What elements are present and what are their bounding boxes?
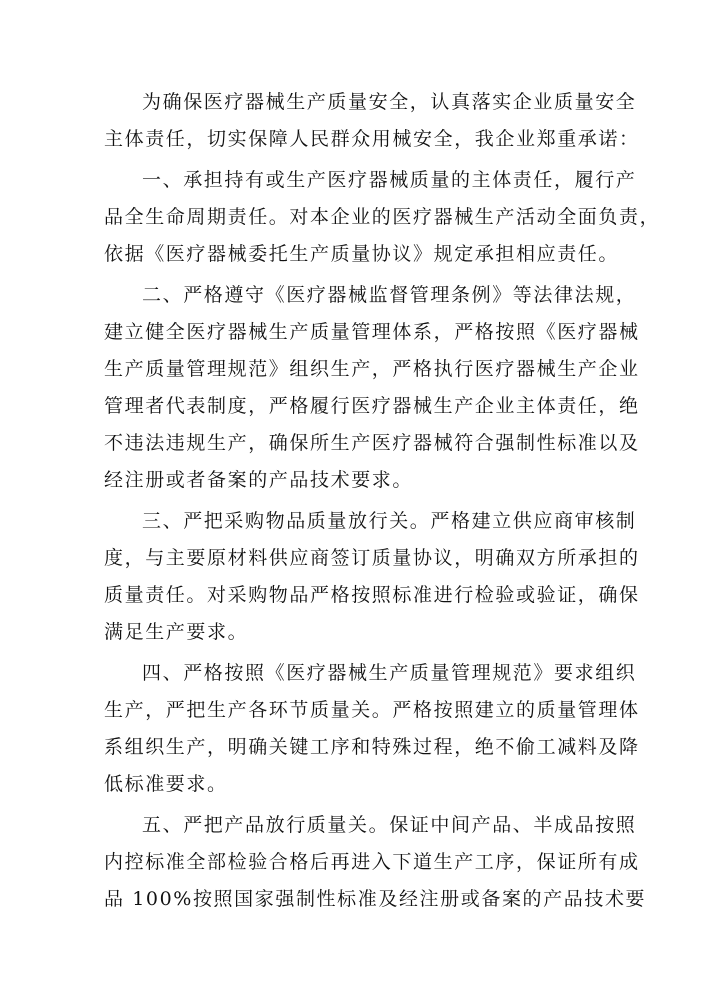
text-line: 低标准要求。 bbox=[104, 773, 228, 795]
paragraph-commitment-2 bbox=[104, 277, 640, 499]
paragraph-commitment-3 bbox=[104, 503, 640, 651]
paragraph-commitment-5 bbox=[104, 807, 647, 918]
text-line: 质量责任。对采购物品严格按照标准进行检验或验证，确保 bbox=[104, 584, 640, 606]
text-line: 依据《医疗器械委托生产质量协议》规定承担相应责任。 bbox=[104, 243, 620, 265]
text-line: 内控标准全部检验合格后再进入下道生产工序，保证所有成 bbox=[104, 851, 640, 873]
text-line: 四、严格按照《医疗器械生产质量管理规范》要求组织 bbox=[142, 662, 637, 684]
text-line: 二、严格遵守《医疗器械监督管理条例》等法律法规， bbox=[142, 284, 637, 306]
text-line: 为确保医疗器械生产质量安全，认真落实企业质量安全 bbox=[142, 91, 637, 113]
text-line: 三、严把采购物品质量放行关。严格建立供应商审核制 bbox=[142, 510, 637, 532]
text-line: 满足生产要求。 bbox=[104, 621, 249, 643]
text-line: 度，与主要原材料供应商签订质量协议，明确双方所承担的 bbox=[104, 547, 640, 569]
text-line: 品 100%按照国家强制性标准及经注册或备案的产品技术要 bbox=[104, 888, 647, 910]
text-line: 管理者代表制度，严格履行医疗器械生产企业主体责任，绝 bbox=[104, 395, 640, 417]
text-line: 系组织生产，明确关键工序和特殊过程，绝不偷工减料及降 bbox=[104, 736, 640, 758]
paragraph-commitment-4 bbox=[104, 655, 640, 803]
text-line: 生产，严把生产各环节质量关。严格按照建立的质量管理体 bbox=[104, 699, 640, 721]
text-line: 经注册或者备案的产品技术要求。 bbox=[104, 469, 414, 491]
text-line: 品全生命周期责任。对本企业的医疗器械生产活动全面负责， bbox=[104, 206, 661, 228]
text-line: 五、严把产品放行质量关。保证中间产品、半成品按照 bbox=[142, 814, 637, 836]
paragraph-intro bbox=[104, 84, 640, 158]
text-line: 不违法违规生产，确保所生产医疗器械符合强制性标准以及 bbox=[104, 432, 640, 454]
text-line: 主体责任，切实保障人民群众用械安全，我企业郑重承诺： bbox=[104, 128, 640, 150]
paragraph-commitment-1 bbox=[104, 162, 661, 273]
document-page bbox=[104, 84, 661, 918]
text-line: 建立健全医疗器械生产质量管理体系，严格按照《医疗器械 bbox=[104, 321, 640, 343]
text-line: 一、承担持有或生产医疗器械质量的主体责任，履行产 bbox=[142, 169, 637, 191]
text-line: 生产质量管理规范》组织生产，严格执行医疗器械生产企业 bbox=[104, 358, 640, 380]
